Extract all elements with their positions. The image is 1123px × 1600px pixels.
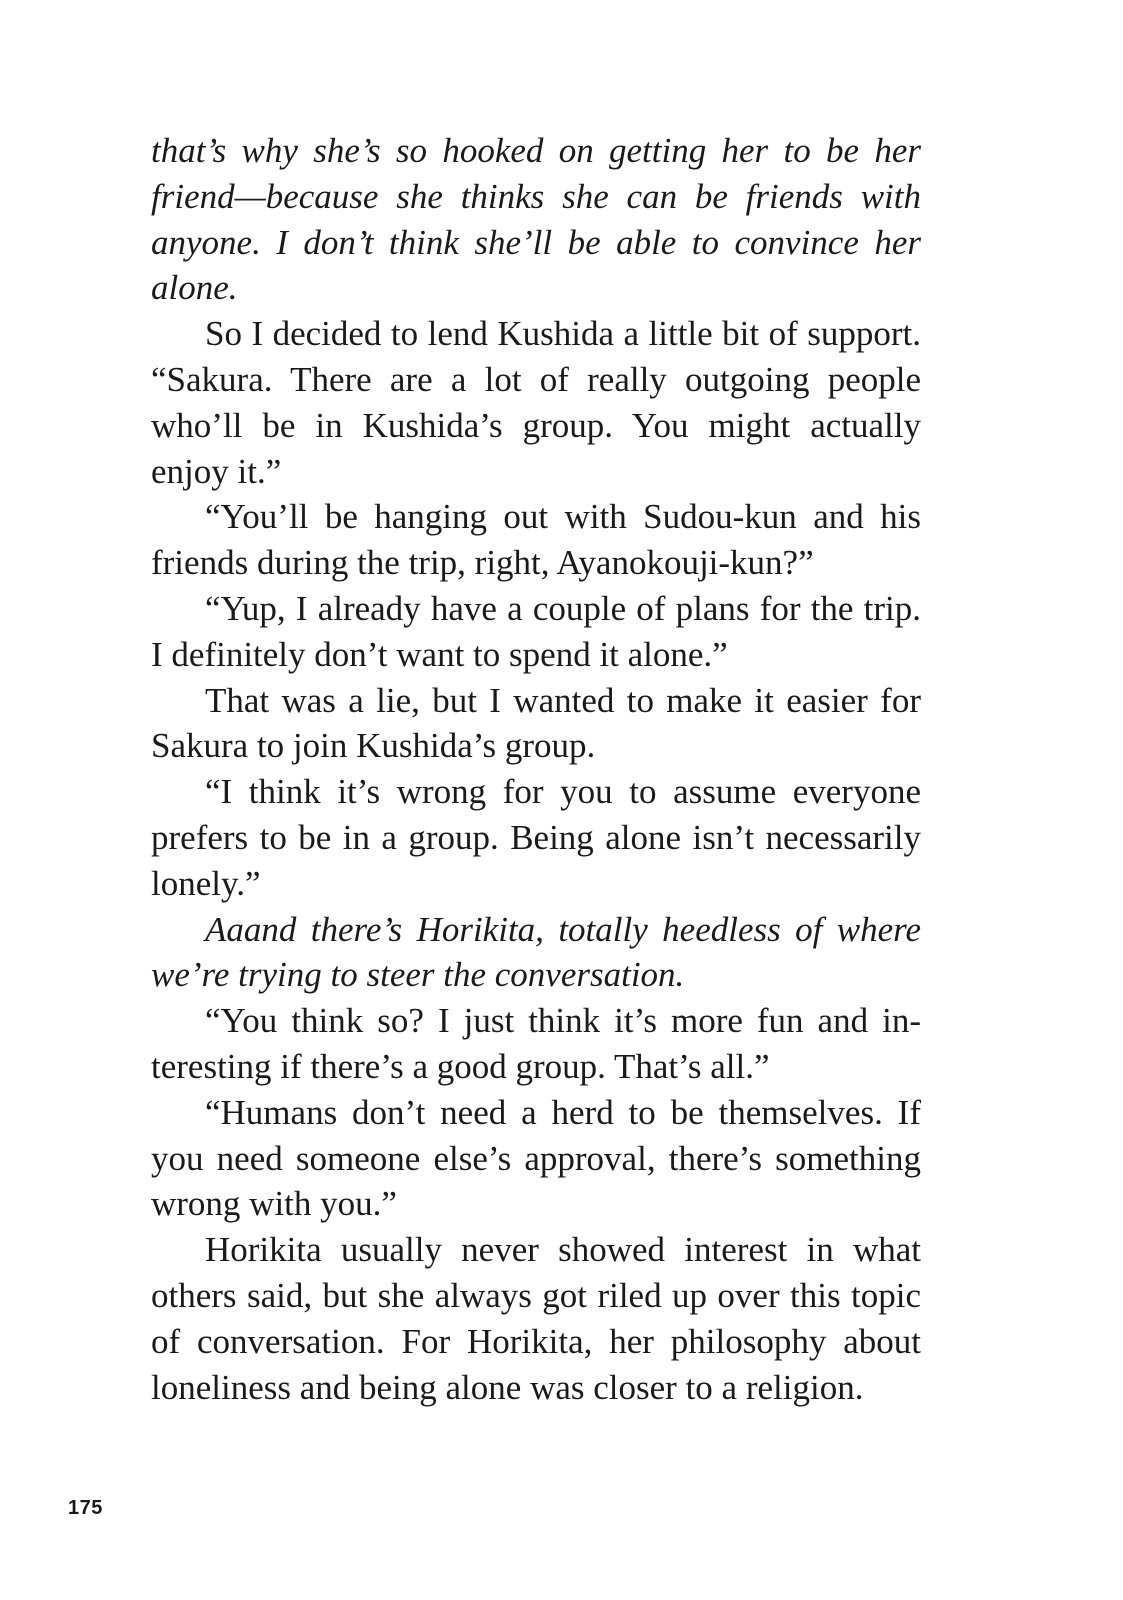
paragraph-9: “Humans don’t need a herd to be themselves. If you need someone else’s approval, there’s something wrong with you.” [151, 1092, 921, 1224]
paragraph-2: So I decided to lend Kushida a little bit of support. “Sakura. There are a lot of really outgoing people who’ll be in Kushida’s group. You might actually enjoy it.” [151, 314, 921, 491]
paragraph-5: That was a lie, but I wanted to make it easier for Sakura to join Kushida’s group. [151, 680, 921, 766]
body-text [151, 128, 921, 1410]
page-number: 175 [68, 1497, 103, 1519]
paragraph-6: “I think it’s wrong for you to assume everyone prefers to be in a group. Being alone isn’t necessarily lonely.” [151, 772, 921, 903]
paragraph-10: Horikita usually never showed interest in what others said, but she always got riled up over this topic of conversation. For Horikita, her philosophy about loneliness and being alone was closer to a religion. [151, 1230, 921, 1407]
paragraph-1: that’s why she’s so hooked on getting her to be her friend—because she thinks she can be friends with anyone. I don’t think she’ll be able to convince her alone. [151, 131, 921, 308]
paragraph-4: “Yup, I already have a couple of plans for the trip. I definitely don’t want to spend it alone.” [151, 588, 921, 674]
paragraph-3: “You’ll be hanging out with Sudou-kun and his friends during the trip, right, Ayanokouji-kun?” [151, 497, 921, 583]
paragraph-7: Aaand there’s Horikita, totally heedless of where we’re trying to steer the conversation. [151, 909, 921, 995]
paragraph-8: “You think so? I just think it’s more fun and interesting if there’s a good group. That’s all.” [151, 1001, 921, 1086]
